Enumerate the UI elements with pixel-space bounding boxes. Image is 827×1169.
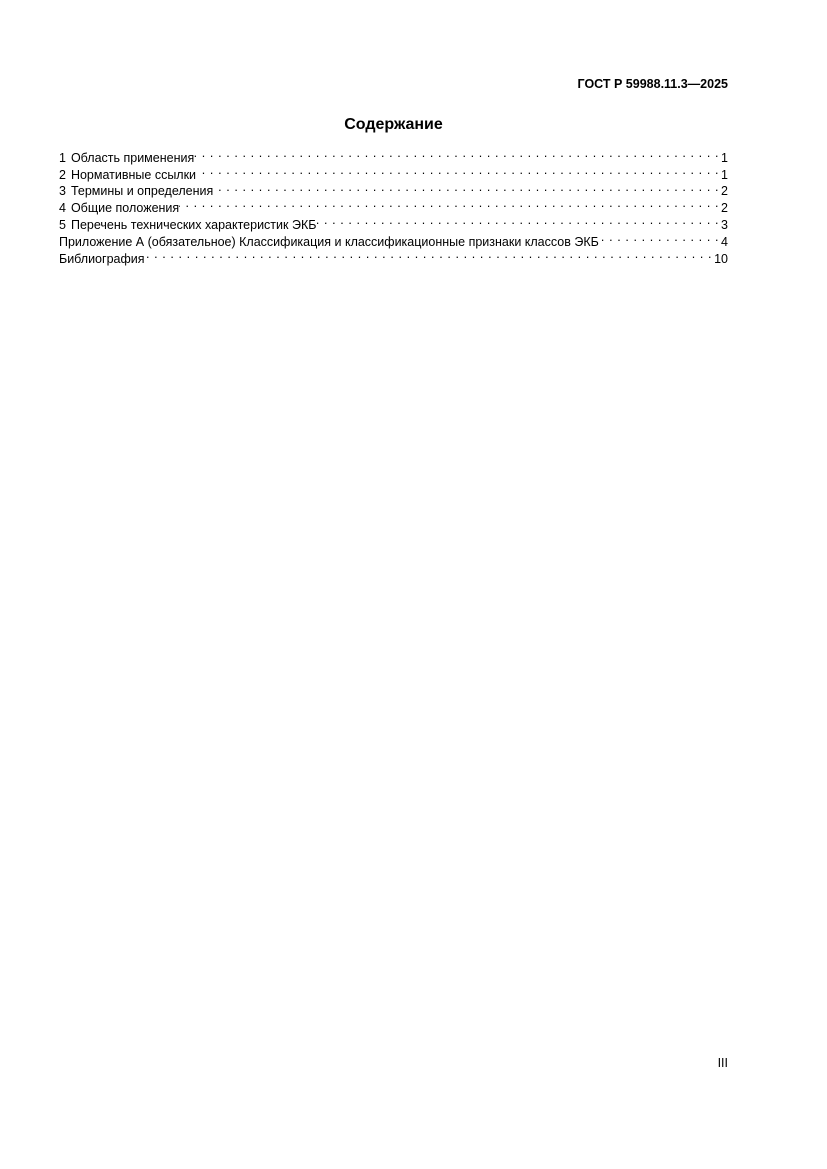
- toc-entry-page: 1: [721, 150, 728, 165]
- table-of-contents: [59, 145, 728, 266]
- dot-leader: [599, 229, 721, 246]
- toc-entry-scope[interactable]: [59, 145, 728, 165]
- toc-entry-page: 4: [721, 234, 728, 249]
- toc-entry-number: 4: [59, 201, 66, 216]
- toc-entry-title: Область применения: [70, 150, 195, 165]
- dot-leader: [196, 162, 721, 179]
- toc-entry-title: Перечень технических характеристик ЭКБ: [70, 217, 317, 232]
- page-title: Содержание: [344, 116, 443, 133]
- toc-entry-page: 2: [721, 201, 728, 216]
- toc-entry-number: 5: [59, 217, 66, 232]
- toc-entry-title: Нормативные ссылки: [70, 167, 197, 182]
- toc-entry-page: 3: [721, 217, 728, 232]
- toc-entry-number: 1: [59, 150, 66, 165]
- toc-entry-page: 10: [714, 251, 728, 266]
- toc-entry-page: 2: [721, 184, 728, 199]
- toc-entry-page: 1: [721, 167, 728, 182]
- toc-entry-title: Приложение А (обязательное) Классификация и классификационные признаки классов ЭКБ: [59, 234, 599, 249]
- page-number: III: [717, 1056, 728, 1070]
- dot-leader: [179, 195, 721, 212]
- toc-entry-bibliography[interactable]: [59, 246, 728, 266]
- toc-entry-number: 3: [59, 184, 66, 199]
- toc-entry-title: Общие положения: [70, 201, 180, 216]
- toc-entry-title: Библиография: [59, 251, 145, 266]
- dot-leader: [194, 145, 721, 162]
- toc-entry-title: Термины и определения: [70, 184, 214, 199]
- dot-leader: [316, 212, 721, 229]
- dot-leader: [213, 179, 721, 196]
- dot-leader: [145, 246, 715, 263]
- standard-code: ГОСТ Р 59988.11.3—2025: [577, 77, 728, 91]
- toc-entry-number: 2: [59, 167, 66, 182]
